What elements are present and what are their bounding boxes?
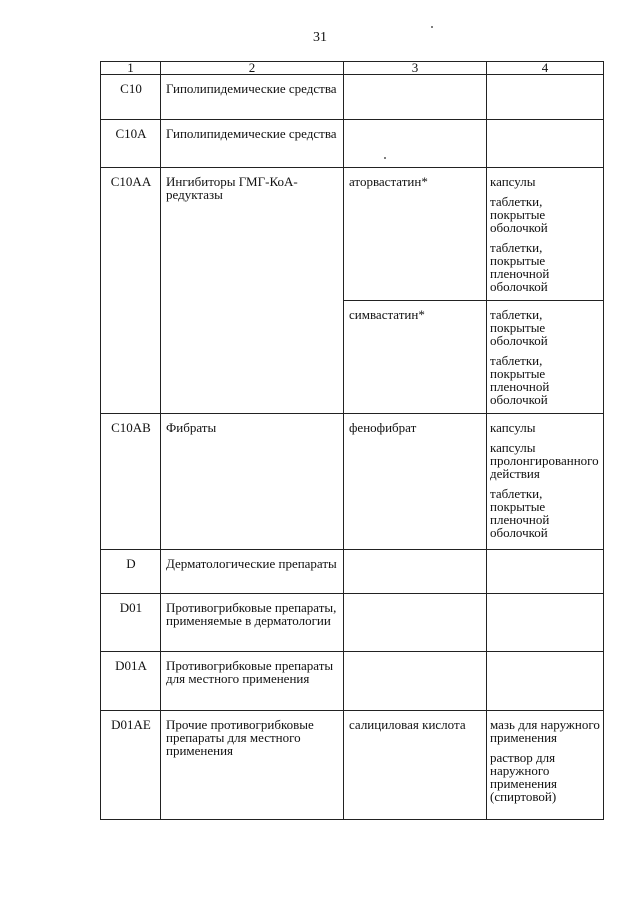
dosage-form: таблетки, покрытые пленочной оболочкой	[490, 353, 550, 407]
group-name: Дерматологические препараты	[166, 556, 337, 571]
table-row	[101, 75, 604, 120]
form-list	[487, 414, 603, 539]
atc-code: D01	[119, 600, 143, 615]
drug-cell	[344, 301, 487, 414]
form-list	[487, 711, 603, 803]
form-cell	[487, 414, 604, 550]
form-cell	[487, 120, 604, 168]
atc-code: C10AA	[110, 174, 152, 189]
drug-cell	[344, 594, 487, 652]
atc-code: C10AB	[111, 420, 151, 435]
group-cell	[161, 652, 344, 711]
drug-cell	[344, 652, 487, 711]
form-cell	[487, 75, 604, 120]
dosage-form: раствор для наружного применения (спиртовой)	[490, 750, 558, 804]
atc-code: D01A	[115, 658, 147, 673]
dosage-form: капсулы	[490, 420, 536, 435]
atc-code-cell	[101, 168, 161, 414]
drug-cell	[344, 414, 487, 550]
table-row	[101, 652, 604, 711]
group-name: Ингибиторы ГМГ-КоА-редуктазы	[166, 174, 298, 202]
form-list	[487, 168, 603, 293]
drug-name: симвастатин*	[349, 307, 425, 322]
group-cell	[161, 414, 344, 550]
group-cell	[161, 594, 344, 652]
drug-cell	[344, 550, 487, 594]
drug-cell	[344, 120, 487, 168]
atc-code-cell	[101, 652, 161, 711]
atc-code-cell	[101, 550, 161, 594]
group-cell	[161, 550, 344, 594]
dosage-form: капсулы	[490, 174, 536, 189]
group-cell	[161, 75, 344, 120]
column-number: 2	[161, 62, 344, 75]
group-name: Прочие противогрибковые препараты для местного применения	[166, 717, 314, 758]
table-row	[101, 711, 604, 820]
dosage-form: таблетки, покрытые пленочной оболочкой	[490, 240, 550, 294]
group-name: Гиполипидемические средства	[166, 81, 337, 96]
atc-code: D01AE	[111, 717, 151, 732]
drug-cell	[344, 168, 487, 301]
column-number: 4	[487, 62, 604, 75]
column-number-row	[101, 62, 604, 75]
form-cell	[487, 301, 604, 414]
drug-table	[100, 61, 604, 820]
atc-code-cell	[101, 414, 161, 550]
table-row	[101, 414, 604, 550]
atc-code-cell	[101, 594, 161, 652]
form-cell	[487, 594, 604, 652]
table-row	[101, 550, 604, 594]
dosage-form: таблетки, покрытые оболочкой	[490, 307, 548, 348]
form-list	[487, 301, 603, 406]
atc-code-cell	[101, 75, 161, 120]
dosage-form: капсулы пролонгированного действия	[490, 440, 599, 481]
atc-code: C10A	[115, 126, 147, 141]
dosage-form: мазь для наружного применения	[490, 717, 600, 745]
dosage-form: таблетки, покрытые оболочкой	[490, 194, 548, 235]
form-cell	[487, 652, 604, 711]
drug-cell	[344, 711, 487, 820]
form-cell	[487, 168, 604, 301]
group-name: Гиполипидемические средства	[166, 126, 337, 141]
group-name: Противогрибковые препараты, применяемые в дерматологии	[166, 600, 337, 628]
table-row	[101, 594, 604, 652]
atc-code-cell	[101, 711, 161, 820]
table-row	[101, 168, 604, 301]
drug-name: салициловая кислота	[349, 717, 466, 732]
atc-code: D	[126, 556, 136, 571]
group-name: Фибраты	[166, 420, 217, 435]
group-name: Противогрибковые препараты для местного применения	[166, 658, 334, 686]
group-cell	[161, 168, 344, 414]
drug-cell	[344, 75, 487, 120]
table-row	[101, 120, 604, 168]
group-cell	[161, 711, 344, 820]
form-cell	[487, 550, 604, 594]
drug-name: аторвастатин*	[349, 174, 428, 189]
page-number: 31	[313, 30, 327, 45]
form-cell	[487, 711, 604, 820]
column-number: 1	[101, 62, 161, 75]
atc-code-cell	[101, 120, 161, 168]
dosage-form: таблетки, покрытые пленочной оболочкой	[490, 486, 550, 540]
group-cell	[161, 120, 344, 168]
scan-speck	[431, 26, 433, 28]
atc-code: C10	[120, 81, 142, 96]
drug-name: фенофибрат	[349, 420, 417, 435]
column-number: 3	[344, 62, 487, 75]
